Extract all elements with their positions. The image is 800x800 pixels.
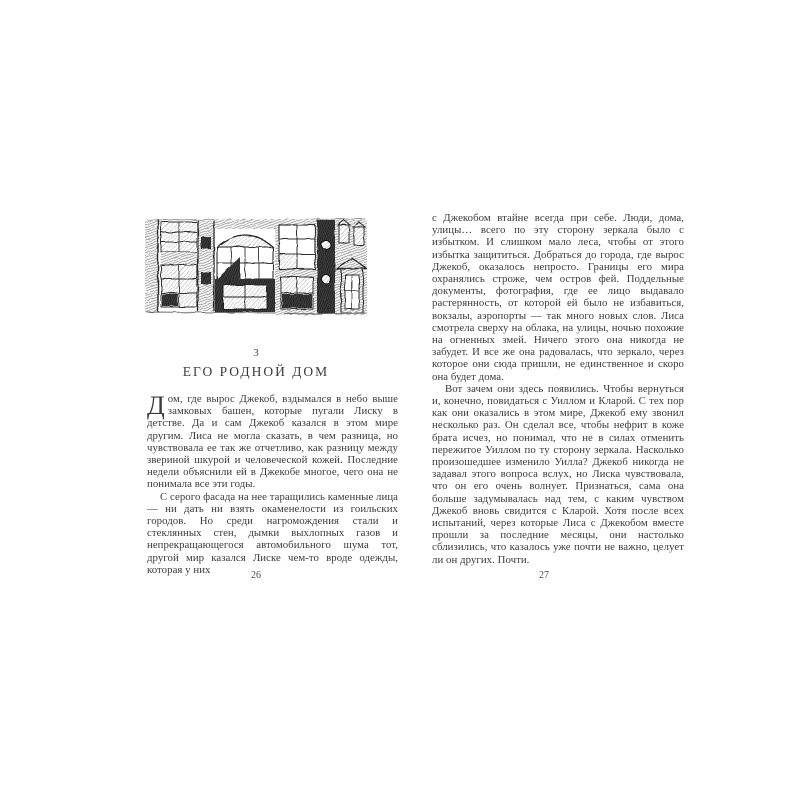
left-page-text xyxy=(147,393,398,576)
chapter-title: ЕГО РОДНОЙ ДОМ xyxy=(182,364,330,379)
right-page-number: 27 xyxy=(539,570,549,581)
building-facade-illustration xyxy=(145,217,367,318)
drop-cap: Д xyxy=(147,391,165,420)
right-page-text xyxy=(432,212,684,566)
chapter-number: 3 xyxy=(253,347,259,359)
left-paragraph-1 xyxy=(147,393,398,491)
left-page-number: 26 xyxy=(251,570,261,581)
right-paragraph-1: с Джекобом втайне всегда при себе. Люди, дома, улицы… всего по эту сторону зеркала было с избытком. И слишком мало леса, чтобы от этого избытка защититься. Добраться до города, где вырос Джекоб, оказалось непросто. Границы его мира охранялись строже, чем остров фей. Поддельные документы, фотография, где ее лицо выдавало растерянность, от которой ей было не избавиться, вокзалы, аэропорты — так много новых слов. Лиса смотрела сверху на облака, на улицы, ночью похожие на огненных змей. Ничего этого она никогда не забудет. И все же она радовалась, что зеркало, через которое они сюда пришли, не единственное и скоро она будет дома. xyxy=(432,212,684,383)
facade-sketch-svg xyxy=(145,217,367,318)
right-paragraph-2: Вот зачем они здесь появились. Чтобы вернуться и, конечно, повидаться с Уиллом и Кларой. С тех пор как они оказались в этом мире, Джекоб ему звонил несколько раз. Он сделал все, чтобы нефрит в коже брата исчез, но понимал, что не в силах отменить пережитое Уиллом по ту сторону зеркала. Насколько произошедшее изменило Уилла? Джекоб никогда не задавал этого вопроса вслух, но Лиска чувствовала, что он его очень волнует. Признаться, сама она больше задумывалась над тем, с каким чувством Джекоб вновь свидится с Кларой. Хотя после всех испытаний, через которые Лиса с Джекобом вместе прошли за последние месяцы, они настолько сблизились, что казалось уже почти не важно, целует ли он других. Почти. xyxy=(432,382,684,566)
left-paragraph-1-text: ом, где вырос Джекоб, вздымался в небо выше замковых башен, которые пугали Лиску в детстве. Да и сам Джекоб казался в этом мире другим. Лиса не могла сказать, в чем разница, но чувствовала ее так же отчетливо, как разницу между звериной шкурой и человеческой кожей. Последние недели объяснили ей в Джекобе многое, чего она не понимала все эти годы. xyxy=(147,393,398,491)
left-paragraph-2: С серого фасада на нее таращились каменные лица — ни дать ни взять окаменелости из гоильских городов. Но среди нагромождения стали и стеклянных стен, дымки выхлопных газов и непрекращающегося автомобильного шума тот, другой мир казался Лиске чем-то вроде одежды, которая у них xyxy=(147,490,398,576)
